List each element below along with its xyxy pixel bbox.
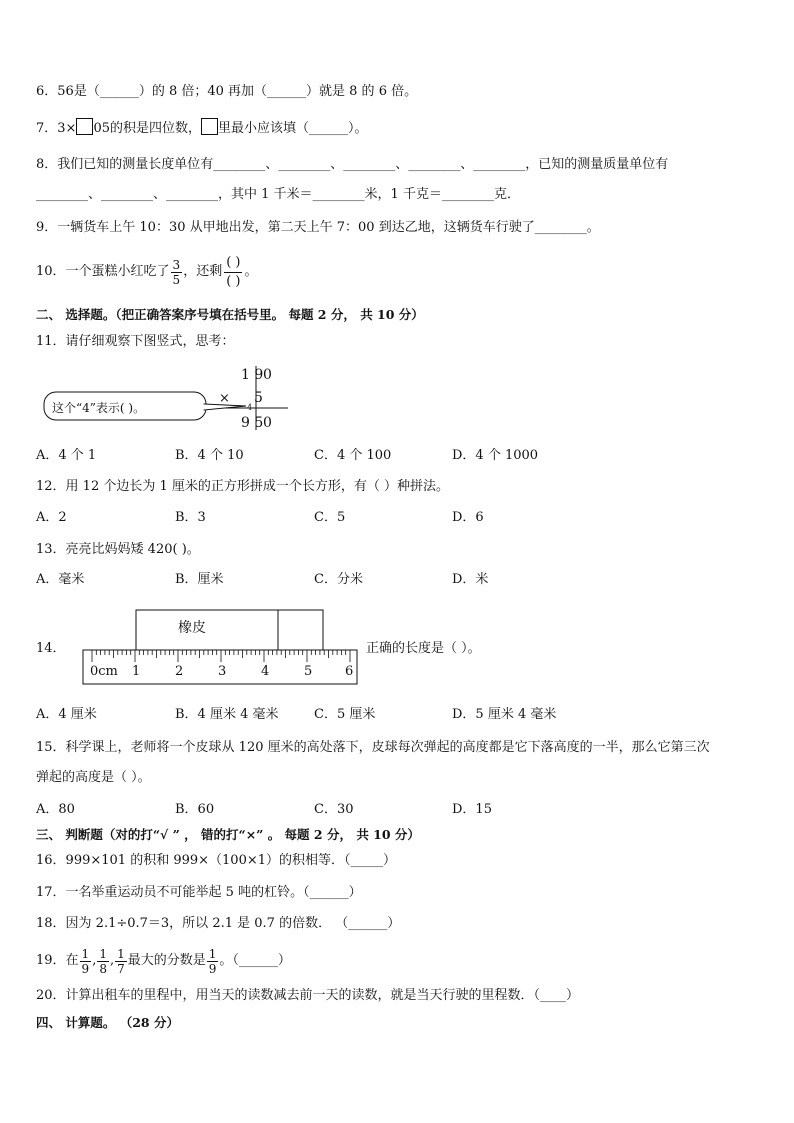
q11-callout-text: 这个“4”表示( )。 <box>52 401 146 415</box>
question-19: 19．在 $\frac{1}{9}$ , $\frac{1}{8}$ , $\frac{1}{7}$ 最大的分数是 $\frac{1}{9}$ 。（______） <box>36 946 291 976</box>
q19-f4-num: 1 <box>208 946 217 961</box>
q19-part2: 最大的分数是 <box>127 953 206 968</box>
q12-option-d: D．6 <box>452 510 484 525</box>
q10-fraction-num: 3 <box>172 257 181 272</box>
question-8-line-1: 8．我们已知的测量长度单位有________、________、________、________、________，已知的测量质量单位有 <box>36 157 669 172</box>
q14-number: 14． <box>36 641 66 656</box>
q19-f2-den: 8 <box>99 961 107 976</box>
q10-part3: 。 <box>244 264 258 279</box>
q14-eraser-label: 橡皮 <box>178 620 206 636</box>
q11-top-zero: 0 <box>263 367 272 383</box>
q11-option-a: A．4 个 1 <box>36 448 97 463</box>
question-16: 16．999×101 的积和 999×（100×1）的积相等．（_____） <box>36 853 397 868</box>
q19-f3-den: 7 <box>117 961 125 976</box>
q13-option-a: A．毫米 <box>36 572 85 587</box>
question-8-line-2: ________、________、________，其中 1 千米＝________米，1 千克＝________克． <box>36 187 520 202</box>
q19-f1-den: 9 <box>81 961 90 976</box>
q14-ruler-label-1: 1 <box>132 664 141 679</box>
q11-option-d: D．4 个 1000 <box>452 448 539 463</box>
q14-option-b: B．4 厘米 4 毫米 <box>175 707 279 722</box>
q14-ruler-label-6: 6 <box>345 664 354 679</box>
q10-part1: 10．一个蛋糕小红吃了 <box>36 264 170 279</box>
q11-option-b: B．4 个 10 <box>175 448 244 463</box>
q19-fraction-2 <box>97 947 109 976</box>
q14-ruler-label-0: 0cm <box>90 664 118 679</box>
q14-option-d: D．5 厘米 4 毫米 <box>452 707 557 722</box>
question-18: 18．因为 2.1÷0.7＝3，所以 2.1 是 0.7 的倍数． （______） <box>36 916 401 931</box>
question-13: 13．亮亮比妈妈矮 420( )。 <box>36 542 200 557</box>
q10-blank-num: ( ) <box>224 254 242 273</box>
q14-eraser <box>136 610 278 650</box>
q19-f4-den: 9 <box>208 961 217 976</box>
q10-fraction <box>171 258 183 287</box>
section-3-title: 三、 判断题（对的打“√ ” ， 错的打“×” 。 每题 2 分， 共 10 分） <box>36 827 420 842</box>
question-10 <box>36 252 258 292</box>
question-7 <box>36 118 368 138</box>
question-15-line-2: 弹起的高度是（ ）。 <box>36 770 151 785</box>
question-9: 9．一辆货车上午 10：30 从甲地出发，第二天上午 7：00 到达乙地，这辆货车行驶了________。 <box>36 220 600 235</box>
q13-option-c: C．分米 <box>314 572 363 587</box>
q11-carry-digit: 4 <box>247 403 253 412</box>
q19-fraction-4 <box>207 947 219 976</box>
q12-option-b: B．3 <box>175 510 206 525</box>
q14-ruler-label-4: 4 <box>261 664 270 679</box>
q19-f1-num: 1 <box>81 946 90 961</box>
q14-eraser-end <box>278 610 323 650</box>
q10-blank-den: ( ) <box>226 273 241 289</box>
q11-result-digits: 9 5 <box>241 415 264 431</box>
q7-part2: 05的积是四位数， <box>93 121 201 136</box>
q11-top-digits: 1 9 <box>241 367 264 383</box>
question-17: 17．一名举重运动员不可能举起 5 吨的杠铃。（______） <box>36 885 362 900</box>
q11-multiply-sign: × <box>219 391 230 406</box>
question-11: 11．请仔细观察下图竖式，思考： <box>36 334 235 349</box>
q7-box-2 <box>201 118 218 135</box>
q14-ruler-label-2: 2 <box>175 664 184 679</box>
q14-option-a: A．4 厘米 <box>36 707 97 722</box>
question-15-line-1: 15．科学课上，老师将一个皮球从 120 厘米的高处落下，皮球每次弹起的高度都是它下落高度的一半，那么它第三次 <box>36 740 710 755</box>
section-2-title: 二、 选择题。（把正确答案序号填在括号里。 每题 2 分， 共 10 分） <box>36 307 424 322</box>
q19-f3-num: 1 <box>117 946 125 961</box>
section-4-title: 四、 计算题。 （28 分） <box>36 1015 179 1030</box>
q11-multiplier: 5 <box>254 390 263 406</box>
q15-option-c: C．30 <box>314 802 354 817</box>
q19-fraction-3 <box>115 947 127 976</box>
q7-box-1 <box>76 118 93 135</box>
q14-suffix: 正确的长度是（ ）。 <box>366 641 481 656</box>
q10-fraction-den: 5 <box>172 272 181 287</box>
q7-part3: 里最小应该填（______）。 <box>217 121 368 136</box>
question-20: 20．计算出租车的里程中，用当天的读数减去前一天的读数，就是当天行驶的里程数．（____） <box>36 988 580 1003</box>
q12-option-c: C．5 <box>314 510 346 525</box>
q13-option-d: D．米 <box>452 572 489 587</box>
q14-ruler-label-3: 3 <box>218 664 227 679</box>
q14-ruler-label-5: 5 <box>304 664 313 679</box>
q10-part2: ，还剩 <box>183 264 223 279</box>
q11-option-c: C．4 个 100 <box>314 448 392 463</box>
q10-blank-fraction <box>224 254 242 291</box>
question-12: 12．用 12 个边长为 1 厘米的正方形拼成一个长方形，有（ ）种拼法。 <box>36 479 450 494</box>
question-6: 6．56是（______）的 8 倍；40 再加（______）就是 8 的 6 倍。 <box>36 84 418 99</box>
q15-option-d: D．15 <box>452 802 492 817</box>
q19-fraction-1 <box>80 947 92 976</box>
q15-option-a: A．80 <box>36 802 75 817</box>
q11-result-zero: 0 <box>263 415 272 431</box>
q12-option-a: A．2 <box>36 510 67 525</box>
q7-part1: 7．3× <box>36 121 77 136</box>
q19-part3: 。（______） <box>219 953 291 968</box>
q15-option-b: B．60 <box>175 802 215 817</box>
q14-option-c: C．5 厘米 <box>314 707 376 722</box>
q19-f2-num: 1 <box>99 946 107 961</box>
q19-part1: 19．在 <box>36 953 79 968</box>
q13-option-b: B．厘米 <box>175 572 224 587</box>
